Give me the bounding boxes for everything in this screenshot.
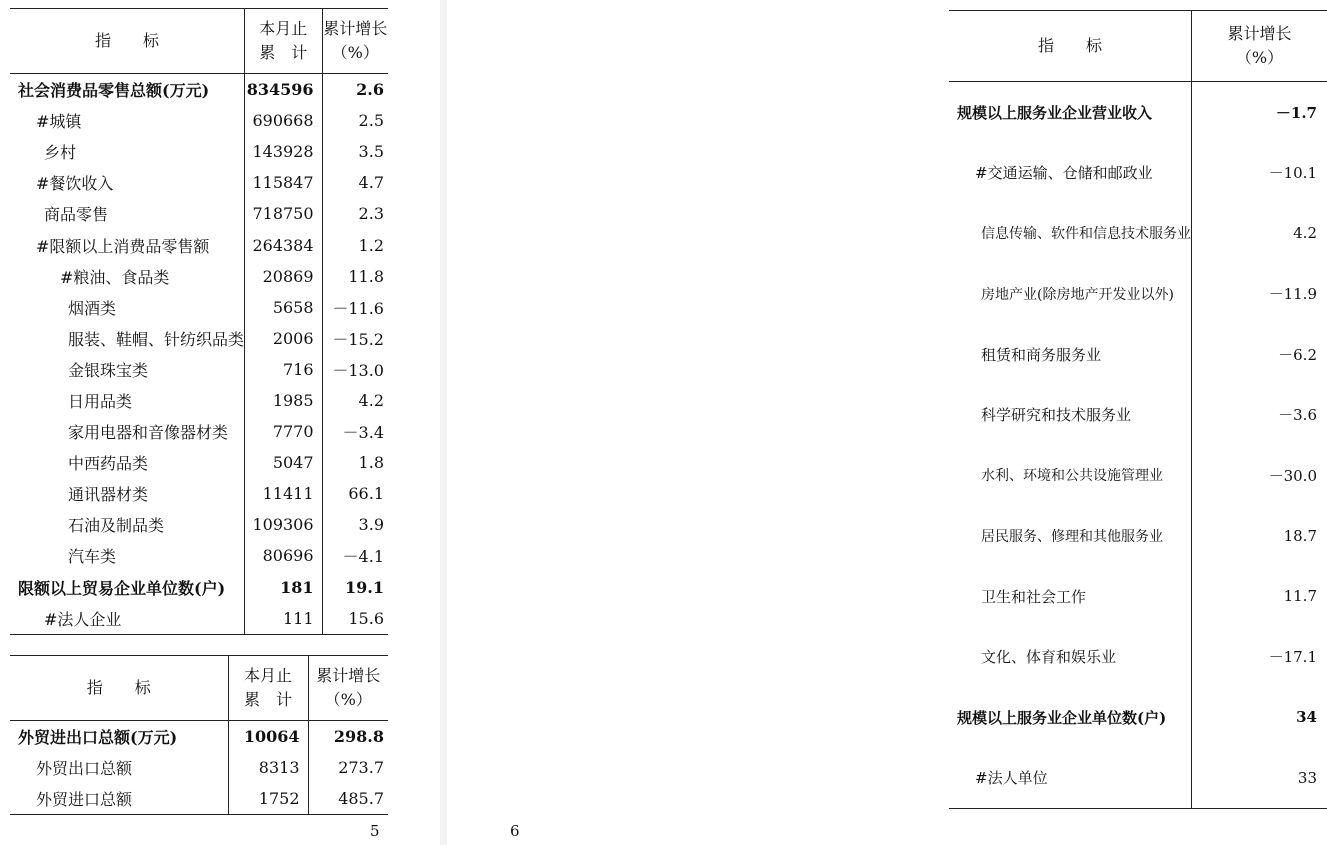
row-value: 716 [245,354,323,385]
row-label: 居民服务、修理和其他服务业 [981,528,1163,545]
row-growth: 11.7 [1192,566,1327,627]
table-row [10,752,388,783]
table-row [10,323,388,354]
row-label: 规模以上服务业企业单位数(户) [957,708,1167,727]
row-growth: －13.0 [322,354,388,385]
row-growth: 2.3 [322,198,388,229]
row-growth: 15.6 [322,603,388,635]
row-label: 房地产业(除房地产开发业以外) [981,286,1174,303]
row-value: 834596 [245,74,323,106]
table-row [10,136,388,167]
table-row [10,416,388,447]
table-row [949,264,1327,325]
row-value: 11411 [245,478,323,509]
row-growth: －15.2 [322,323,388,354]
table-row [10,198,388,229]
table-row [949,82,1327,143]
row-growth: 3.9 [322,509,388,540]
row-label: #限额以上消费品零售额 [36,236,210,256]
row-growth: 273.7 [308,752,388,783]
row-growth: －11.6 [322,292,388,323]
table-row [949,385,1327,446]
header-cumulative-growth: 累计增长 （%） [308,656,388,721]
header-indicator: 指 标 [949,11,1192,82]
page-gutter [440,0,447,845]
row-growth: －17.1 [1192,627,1327,688]
table-row [949,748,1327,809]
header-indicator: 指 标 [10,656,228,721]
table-row [10,74,388,106]
row-label: #法人企业 [44,609,122,629]
row-growth: 4.7 [322,167,388,198]
row-value: 7770 [245,416,323,447]
row-value: 264384 [245,229,323,260]
row-value: 111 [245,603,323,635]
row-value: 718750 [245,198,323,229]
row-value: 20869 [245,261,323,292]
row-growth: －3.4 [322,416,388,447]
table-row [10,447,388,478]
row-growth: －6.2 [1192,324,1327,385]
row-label: 通讯器材类 [68,485,149,505]
row-label: 服装、鞋帽、针纺织品类 [68,329,245,349]
foreign-trade-table [10,655,388,815]
row-value: 109306 [245,509,323,540]
row-label: 烟酒类 [68,298,117,318]
row-label: 文化、体育和娱乐业 [981,648,1117,667]
row-value: 115847 [245,167,323,198]
row-value: 1752 [228,783,308,815]
table-row [10,572,388,603]
row-label: 社会消费品零售总额(万元) [18,81,210,101]
header-cumulative-growth: 累计增长 （%） [1192,11,1327,82]
table-row [949,506,1327,567]
table-row [10,261,388,292]
table-row [10,509,388,540]
row-label: 规模以上服务业企业营业收入 [957,103,1153,122]
row-growth: 4.2 [1192,203,1327,264]
table-row [10,354,388,385]
row-growth: －3.6 [1192,385,1327,446]
row-label: 日用品类 [68,391,133,411]
row-growth: 2.6 [322,74,388,106]
table-row [10,105,388,136]
table-row [10,478,388,509]
row-label: 金银珠宝类 [68,360,149,380]
table-row [949,203,1327,264]
row-label: 石油及制品类 [68,516,165,536]
header-indicator: 指 标 [10,9,245,74]
row-label: 外贸进出口总额(万元) [18,728,178,748]
row-growth: 19.1 [322,572,388,603]
table-row [10,292,388,323]
row-growth: 11.8 [322,261,388,292]
row-label: #城镇 [36,112,82,132]
row-label: 水利、环境和公共设施管理业 [981,468,1163,485]
row-label: 商品零售 [44,205,109,225]
row-growth: －4.1 [322,540,388,571]
row-label: #粮油、食品类 [60,267,170,287]
table-row [949,445,1327,506]
page-number: 5 [370,822,380,840]
right-page [447,0,1317,845]
row-growth: 34 [1192,687,1327,748]
row-label: 乡村 [44,143,77,163]
row-value: 80696 [245,540,323,571]
table-row [10,603,388,635]
row-growth: －30.0 [1192,445,1327,506]
row-value: 5047 [245,447,323,478]
table-row [10,385,388,416]
header-cumulative-growth: 累计增长 （%） [322,9,388,74]
row-growth: 2.5 [322,105,388,136]
row-growth: 485.7 [308,783,388,815]
row-growth: 298.8 [308,721,388,753]
row-label: 家用电器和音像器材类 [68,423,229,443]
header-monthly-cumulative: 本月止 累 计 [245,9,323,74]
table-row [949,687,1327,748]
row-label: 外贸出口总额 [36,759,133,779]
row-growth: 66.1 [322,478,388,509]
row-growth: 1.8 [322,447,388,478]
row-label: 科学研究和技术服务业 [981,406,1132,425]
header-monthly-cumulative: 本月止 累 计 [228,656,308,721]
table-row [10,167,388,198]
row-growth: －11.9 [1192,264,1327,325]
row-label: 限额以上贸易企业单位数(户) [18,578,226,598]
table-row [949,324,1327,385]
row-value: 5658 [245,292,323,323]
table-row [10,783,388,815]
table-row [949,143,1327,204]
table-row [10,721,388,753]
row-value: 143928 [245,136,323,167]
row-growth: －10.1 [1192,143,1327,204]
table-row [949,627,1327,688]
row-growth: 33 [1192,748,1327,809]
row-label: 卫生和社会工作 [981,587,1087,606]
left-page [0,0,440,845]
service-industry-table [949,10,1327,809]
row-growth: 3.5 [322,136,388,167]
row-label: #餐饮收入 [36,174,114,194]
row-label: #法人单位 [975,769,1048,788]
row-value: 10064 [228,721,308,753]
row-growth: 4.2 [322,385,388,416]
row-value: 181 [245,572,323,603]
row-growth: 1.2 [322,229,388,260]
row-value: 2006 [245,323,323,354]
row-label: 汽车类 [68,547,117,567]
row-label: #交通运输、仓储和邮政业 [975,164,1153,183]
row-growth: 18.7 [1192,506,1327,567]
page-number: 6 [510,822,520,840]
table-row [10,229,388,260]
row-label: 租赁和商务服务业 [981,345,1102,364]
row-value: 8313 [228,752,308,783]
row-label: 中西药品类 [68,454,149,474]
row-value: 690668 [245,105,323,136]
retail-sales-table [10,8,388,635]
row-label: 信息传输、软件和信息技术服务业 [981,226,1191,243]
table-row [10,540,388,571]
row-label: 外贸进口总额 [36,790,133,810]
row-value: 1985 [245,385,323,416]
row-growth: －1.7 [1192,82,1327,143]
table-row [949,566,1327,627]
